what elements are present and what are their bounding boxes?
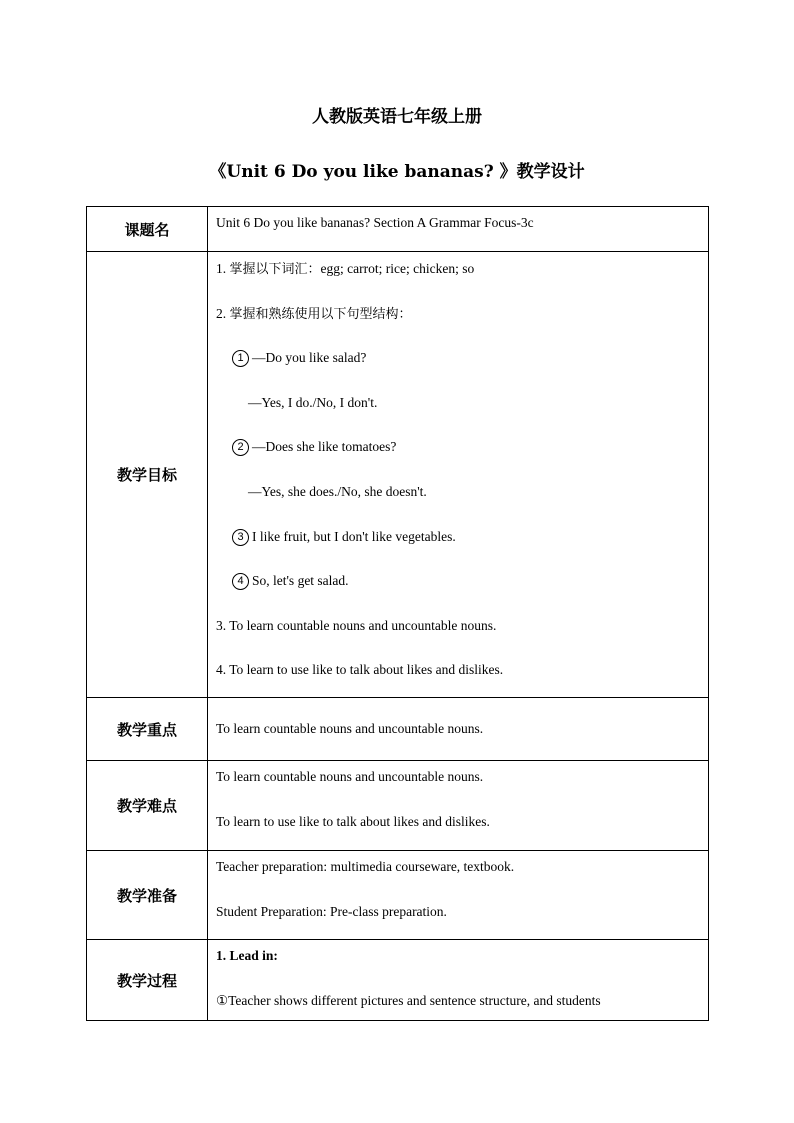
lesson-plan-table bbox=[86, 206, 709, 1021]
objective-item-3: 3. To learn countable nouns and uncountable nouns. bbox=[216, 617, 497, 633]
row-content-topic bbox=[208, 207, 709, 252]
teacher-preparation: Teacher preparation: multimedia courseware, textbook. bbox=[216, 859, 515, 874]
objective-item-2-num: 2. bbox=[216, 305, 227, 321]
topic-value: Unit 6 Do you like bananas? Section A Grammar Focus-3c bbox=[216, 215, 534, 230]
sentence-pattern-1-q-text: —Do you like salad? bbox=[252, 350, 367, 366]
sentence-pattern-4-text: So, let's get salad. bbox=[252, 573, 349, 589]
process-step-1-title: 1. Lead in: bbox=[216, 948, 278, 963]
sentence-pattern-2-answer: —Yes, she does./No, she doesn't. bbox=[248, 483, 427, 499]
table-row-difficulties bbox=[87, 761, 709, 851]
objective-item-1-num: 1. bbox=[216, 261, 227, 276]
row-label-preparation: 教学准备 bbox=[87, 851, 208, 940]
row-content-objectives bbox=[208, 252, 709, 698]
sentence-pattern-2-q-text: —Does she like tomatoes? bbox=[252, 439, 397, 455]
objective-item-1-words: egg; carrot; rice; chicken; so bbox=[320, 261, 475, 276]
sentence-pattern-3-text: I like fruit, but I don't like vegetables. bbox=[252, 528, 456, 544]
circled-number-1: 1 bbox=[232, 350, 249, 367]
row-content-preparation bbox=[208, 851, 709, 940]
sentence-pattern-4 bbox=[216, 571, 708, 616]
objective-item-1-text: 掌握以下词汇： bbox=[229, 262, 321, 277]
objective-item-1 bbox=[216, 259, 708, 304]
table-row-key-points bbox=[87, 698, 709, 761]
document-subtitle: 《Unit 6 Do you like bananas? 》教学设计 bbox=[209, 162, 585, 182]
circled-number-3: 3 bbox=[232, 529, 249, 546]
circled-number-2: 2 bbox=[232, 439, 249, 456]
table-row-preparation bbox=[87, 851, 709, 940]
sentence-pattern-3 bbox=[216, 527, 708, 572]
row-content-difficulties bbox=[208, 761, 709, 851]
table-row-objectives bbox=[87, 252, 709, 698]
difficulty-line-1: To learn countable nouns and uncountable nouns. bbox=[216, 769, 484, 784]
difficulty-line-2: To learn to use like to talk about likes and dislikes. bbox=[216, 813, 490, 829]
row-content-process bbox=[208, 940, 709, 1021]
key-points-value: To learn countable nouns and uncountable nouns. bbox=[216, 721, 484, 736]
objective-item-2 bbox=[216, 304, 708, 349]
sentence-pattern-1-question bbox=[216, 348, 708, 393]
row-content-key-points bbox=[208, 698, 709, 761]
circled-number-4: 4 bbox=[232, 573, 249, 590]
student-preparation: Student Preparation: Pre-class preparation. bbox=[216, 903, 447, 919]
row-label-key-points: 教学重点 bbox=[87, 698, 208, 761]
row-label-process: 教学过程 bbox=[87, 940, 208, 1021]
sentence-pattern-1-answer: —Yes, I do./No, I don't. bbox=[248, 394, 378, 410]
sentence-pattern-2-question bbox=[216, 437, 708, 482]
table-row-process bbox=[87, 940, 709, 1021]
row-label-topic: 课题名 bbox=[87, 207, 208, 252]
table-row-topic bbox=[87, 207, 709, 252]
process-step-1-text: ①Teacher shows different pictures and sentence structure, and students bbox=[216, 992, 601, 1008]
document-title: 人教版英语七年级上册 bbox=[312, 107, 482, 127]
objective-item-4: 4. To learn to use like to talk about likes and dislikes. bbox=[216, 662, 504, 678]
row-label-difficulties: 教学难点 bbox=[87, 761, 208, 851]
row-label-objectives: 教学目标 bbox=[87, 252, 208, 698]
objective-item-2-text: 掌握和熟练使用以下句型结构： bbox=[229, 306, 412, 322]
